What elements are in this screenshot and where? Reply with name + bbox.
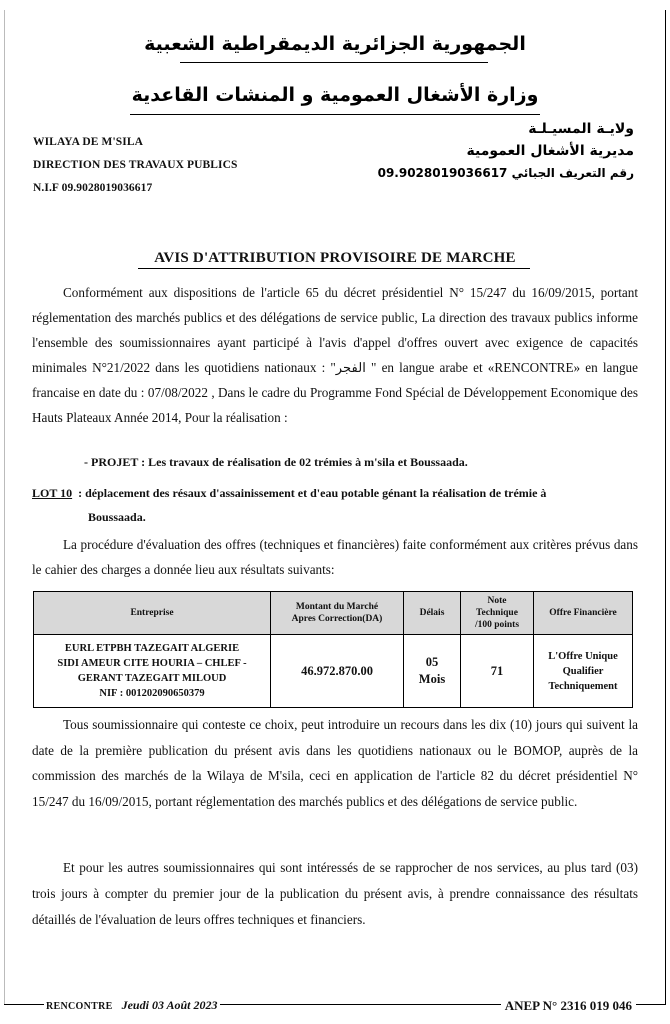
cell-entreprise: EURL ETPBH TAZEGAIT ALGERIE SIDI AMEUR CITE HOURIA – CHLEF - GERANT TAZEGAIT MILOUD NIF : 001202090650379 <box>34 635 271 708</box>
ministry-underline <box>130 114 540 115</box>
cell-montant: 46.972.870.00 <box>271 635 404 708</box>
direction-name-ar: مديرية الأشغال العمومية <box>466 143 634 159</box>
notice-title-underline <box>138 268 530 269</box>
results-table <box>33 591 633 708</box>
footer-left <box>44 998 220 1013</box>
header-right-block <box>378 118 634 184</box>
header-left-block <box>33 131 238 200</box>
publication-date: Jeudi 03 Août 2023 <box>121 998 218 1012</box>
nif-ar-label: رقم التعريف الجبائي <box>511 166 634 180</box>
header-entreprise: Entreprise <box>34 592 271 635</box>
arabic-ministry-title: وزارة الأشغال العمومية و المنشات القاعدية <box>131 84 539 106</box>
header-delais: Délais <box>404 592 461 635</box>
consultation-paragraph: Et pour les autres soumissionnaires qui sont intéressés de se rapprocher de nos services, au plus tard (03) trois jours à compter du premier jour de la publication du présent avis, à prendre connaissance des résultats détaillés de l'évaluation de leurs offres techniques et financiers. <box>32 860 638 927</box>
wilaya-name: WILAYA DE M'SILA <box>33 136 144 148</box>
cell-delais: 05 Mois <box>404 635 461 708</box>
table-row <box>34 635 633 708</box>
intro-paragraph: Conformément aux dispositions de l'article 65 du décret présidentiel N° 15/247 du 16/09/2015, portant réglementation des marchés publics et des délégations de service public, La direction des travaux publics informe l'ensemble des soumissionnaires ayant participé à l'avis d'appel d'offres ouvert avec exigence de capacités minimales N°21/2022 dans les quotidiens nationaux : "الفجر " en langue arabe et «RENCONTRE» en langue francaise en date du : 07/08/2022 , Dans le cadre du Programme Fond Spécial de Développement Economique des Hauts Plateaux Année 2014, Pour la réalisation : <box>32 285 638 425</box>
header-montant: Montant du Marché Apres Correction(DA) <box>271 592 404 635</box>
anep-number: ANEP N° 2316 019 046 <box>501 998 636 1014</box>
cell-note: 71 <box>461 635 534 708</box>
nif-ar <box>378 162 634 184</box>
newspaper-brand: RENCONTRE <box>46 1001 113 1012</box>
lot-line <box>32 481 628 529</box>
recourse-paragraph: Tous soumissionnaire qui conteste ce choix, peut introduire un recours dans les dix (10) jours qui suivent la date de la première publication du présent avis dans les quotidiens nationaux ou le BOMOP, auprès de la commission des marchés de la Wilaya de M'sila, ceci en application de l'article 82 du décret présidentiel N° 15/247 du 16/09/2015, portant réglementation des marchés publics et des délégations de service public. <box>32 717 638 809</box>
lot-text: : déplacement des résaux d'assainissement et d'eau potable génant la réalisation de trémie à <box>78 486 547 500</box>
cell-offre: L'Offre Unique Qualifier Techniquement <box>534 635 633 708</box>
direction-name: DIRECTION DES TRAVAUX PUBLICS <box>33 159 238 171</box>
nif-number: N.I.F 09.9028019036617 <box>33 182 153 194</box>
evaluation-paragraph: La procédure d'évaluation des offres (techniques et financières) faite conformément aux critères prévus dans le cahier des charges a donnée lieu aux résultats suivants: <box>32 537 638 577</box>
arabic-republic-title: الجمهورية الجزائرية الديمقراطية الشعبية <box>144 33 526 55</box>
projet-line: - PROJET : Les travaux de réalisation de 02 trémies à m'sila et Boussaada. <box>84 455 468 469</box>
header-offre: Offre Financière <box>534 592 633 635</box>
notice-title: AVIS D'ATTRIBUTION PROVISOIRE DE MARCHE <box>154 250 516 266</box>
title-underline <box>180 62 488 63</box>
lot-text-continued: Boussaada. <box>88 510 146 524</box>
header-note: Note Technique /100 points <box>461 592 534 635</box>
results-header-row <box>34 592 633 635</box>
lot-label: LOT 10 <box>32 486 73 500</box>
wilaya-name-ar: ولايـة المسيـلـة <box>528 121 634 137</box>
nif-ar-value: 09.9028019036617 <box>377 166 508 180</box>
